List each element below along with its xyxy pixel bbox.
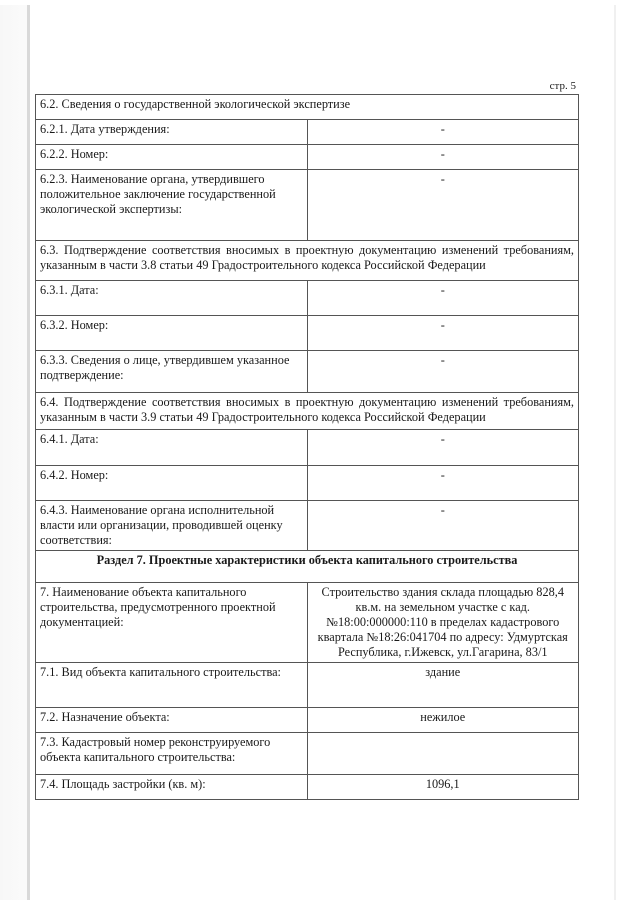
row-label: 6.3.1. Дата: — [36, 281, 308, 316]
row-label: 6.3.3. Сведения о лице, утвердившем указанное подтверждение: — [36, 351, 308, 393]
table-row — [36, 466, 579, 501]
row-label: 6.4.3. Наименование органа исполнительной власти или организации, проводившей оценку соответствия: — [36, 501, 308, 551]
permit-details-table — [35, 94, 579, 800]
table-row — [36, 281, 579, 316]
row-label: 6.4.2. Номер: — [36, 466, 308, 501]
section-header-row — [36, 241, 579, 281]
row-label: 6.2.1. Дата утверждения: — [36, 120, 308, 145]
row-label: 7.2. Назначение объекта: — [36, 708, 308, 733]
scan-left-margin-shadow — [0, 5, 30, 900]
table-row — [36, 316, 579, 351]
section-title-7: Раздел 7. Проектные характеристики объекта капитального строительства — [36, 551, 579, 583]
table-row — [36, 708, 579, 733]
row-label: 6.2.3. Наименование органа, утвердившего положительное заключение государственной экологической экспертизы: — [36, 170, 308, 241]
section-header-row — [36, 551, 579, 583]
scan-page-edge-right — [614, 5, 616, 900]
table-row — [36, 120, 579, 145]
table-row — [36, 170, 579, 241]
row-label: 6.2.2. Номер: — [36, 145, 308, 170]
row-value: Строительство здания склада площадью 828,4 кв.м. на земельном участке с кад.№18:00:000000:110 в пределах кадастрового квартала №18:26:041704 по адресу: Удмуртская Республика, г.Ижевск, ул.Гагарина, 83/1 — [307, 583, 579, 663]
table-row — [36, 775, 579, 800]
row-value: - — [307, 430, 579, 466]
table-row — [36, 351, 579, 393]
scan-page-edge — [27, 5, 30, 900]
section-title-6-3: 6.3. Подтверждение соответствия вносимых в проектную документацию изменений требованиям, указанным в части 3.8 статьи 49 Градостроительного кодекса Российской Федерации — [36, 241, 579, 281]
row-value: - — [307, 281, 579, 316]
row-value: - — [307, 316, 579, 351]
page-number: стр. 5 — [549, 80, 576, 92]
row-label: 7. Наименование объекта капитального строительства, предусмотренного проектной документацией: — [36, 583, 308, 663]
row-label: 6.4.1. Дата: — [36, 430, 308, 466]
row-value: - — [307, 351, 579, 393]
row-label: 7.1. Вид объекта капитального строительства: — [36, 663, 308, 708]
section-title-6-2: 6.2. Сведения о государственной экологической экспертизе — [36, 95, 579, 120]
row-label: 7.3. Кадастровый номер реконструируемого объекта капитального строительства: — [36, 733, 308, 775]
row-value: нежилое — [307, 708, 579, 733]
row-value: - — [307, 501, 579, 551]
section-title-6-4: 6.4. Подтверждение соответствия вносимых в проектную документацию изменений требованиям, указанным в части 3.9 статьи 49 Градостроительного кодекса Российской Федерации — [36, 393, 579, 430]
row-value: - — [307, 170, 579, 241]
row-value: здание — [307, 663, 579, 708]
table-row — [36, 501, 579, 551]
row-value: - — [307, 120, 579, 145]
table-row — [36, 583, 579, 663]
row-value: 1096,1 — [307, 775, 579, 800]
table-row — [36, 430, 579, 466]
row-value: - — [307, 145, 579, 170]
row-label: 6.3.2. Номер: — [36, 316, 308, 351]
row-label: 7.4. Площадь застройки (кв. м): — [36, 775, 308, 800]
row-value: - — [307, 466, 579, 501]
row-value — [307, 733, 579, 775]
table-row — [36, 663, 579, 708]
section-header-row — [36, 95, 579, 120]
table-row — [36, 145, 579, 170]
table-row — [36, 733, 579, 775]
section-header-row — [36, 393, 579, 430]
